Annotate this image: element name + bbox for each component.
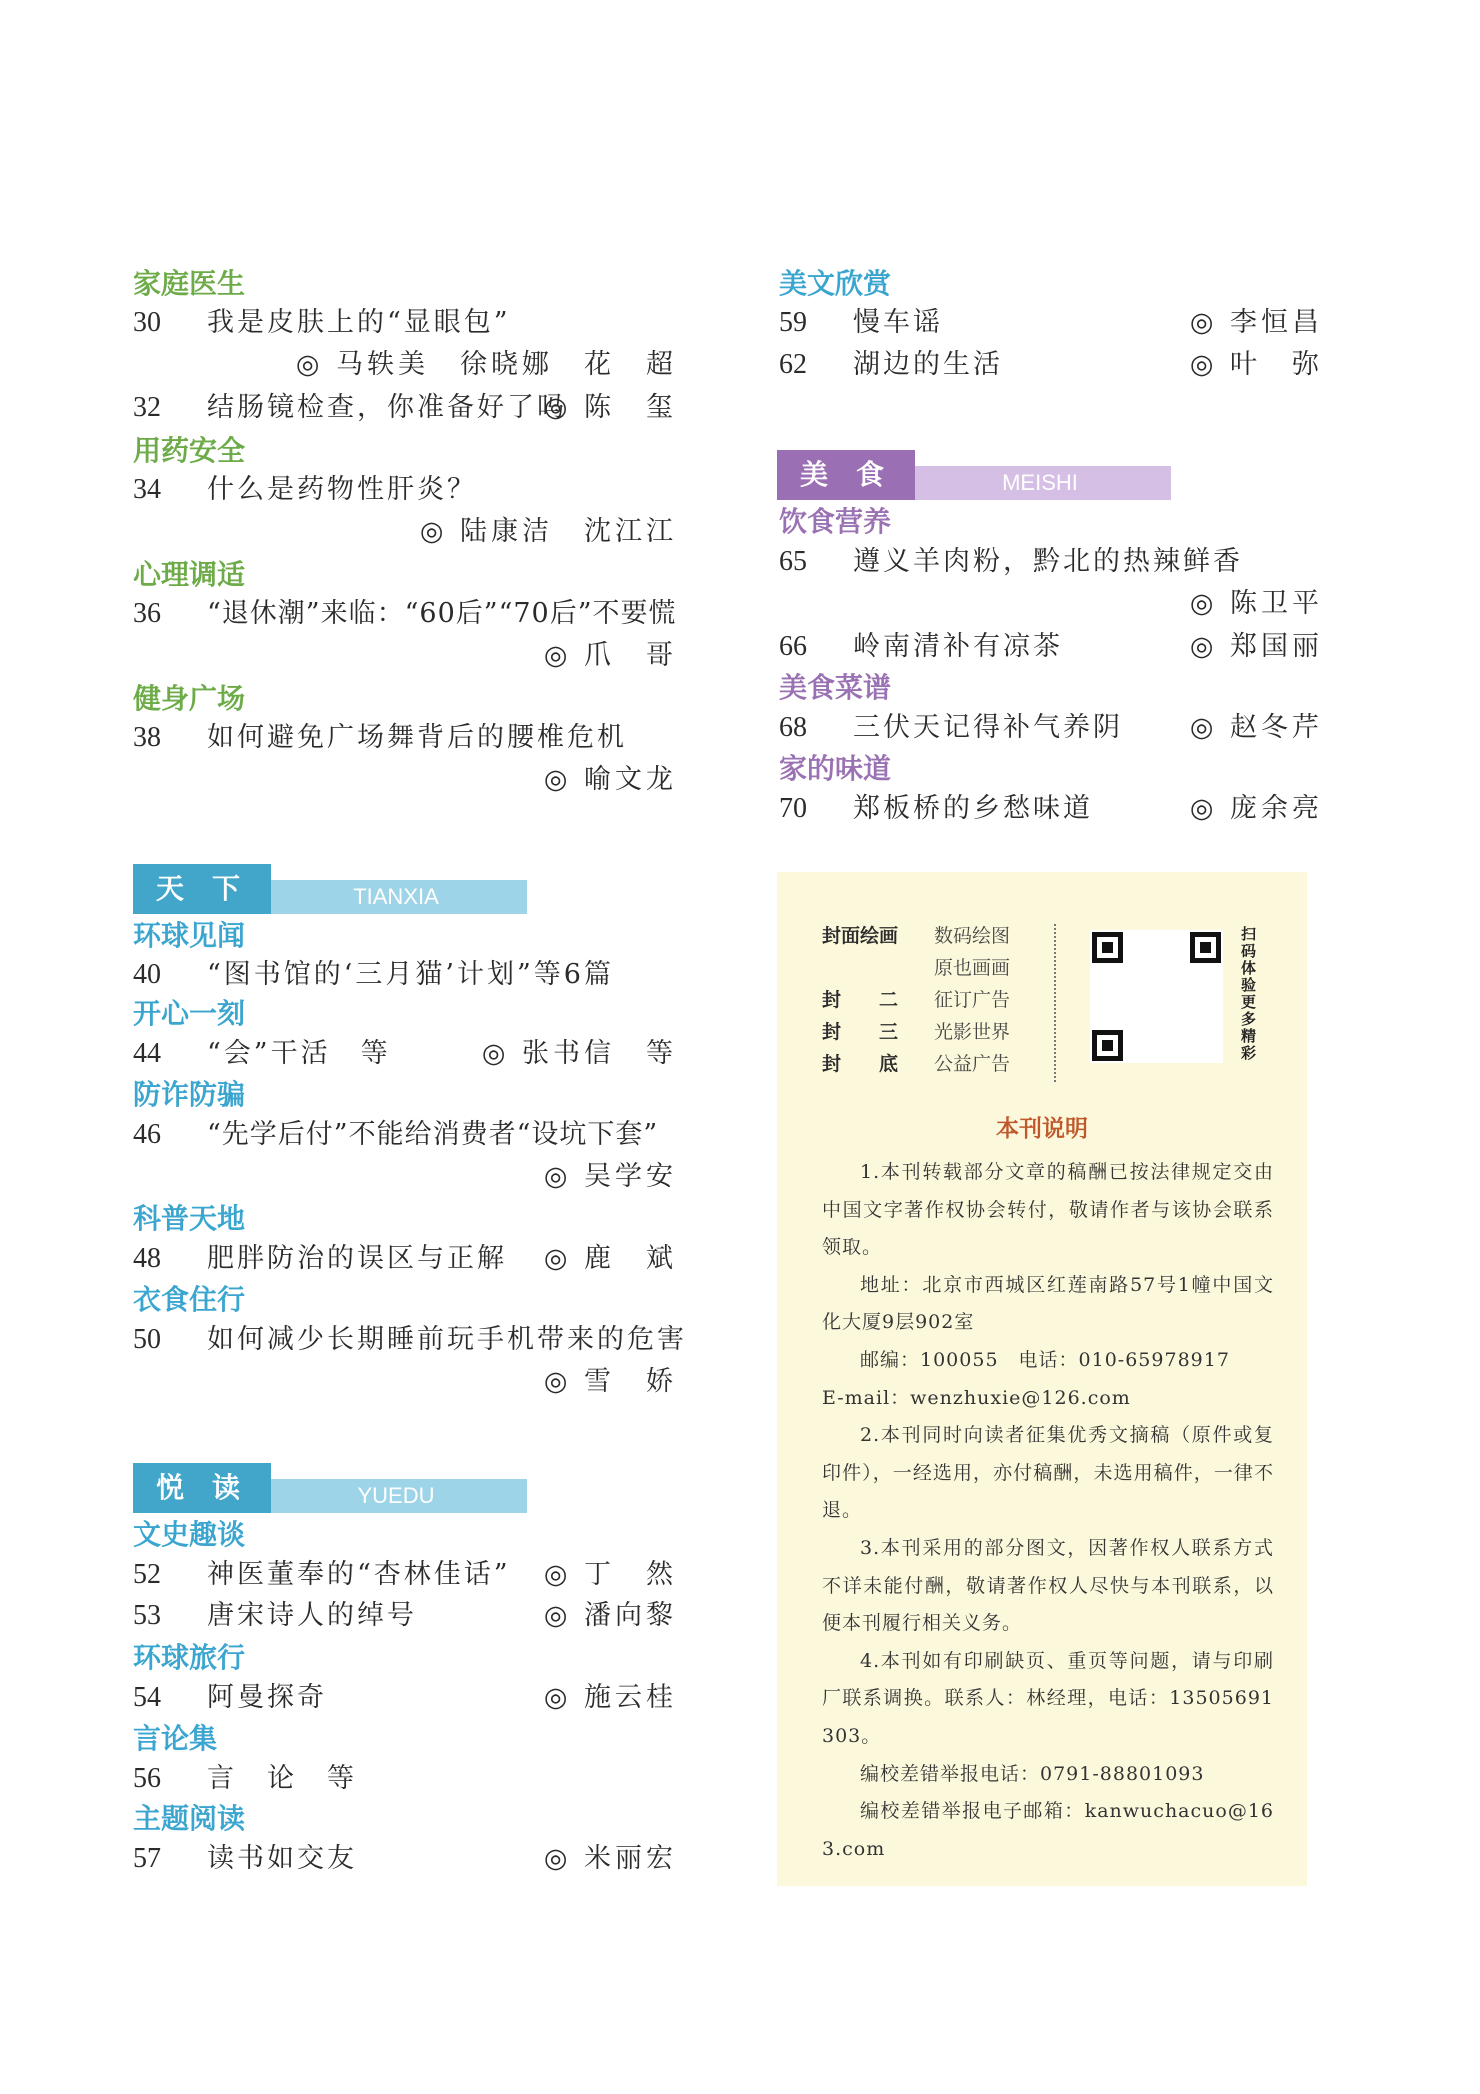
page-number: 59: [779, 307, 807, 338]
article-title: “会”干活 等: [207, 1038, 391, 1069]
category-title: 家庭医生: [133, 267, 246, 300]
toc-entry[interactable]: [133, 470, 677, 510]
toc-entry[interactable]: [133, 955, 677, 995]
toc-entry[interactable]: [779, 303, 1323, 343]
category-title: 美食菜谱: [779, 671, 892, 704]
article-author: ◎ 吴学安: [543, 1161, 677, 1192]
page-number: 52: [133, 1559, 161, 1590]
page-number: 57: [133, 1843, 161, 1874]
credit-key: 封 三: [822, 1021, 899, 1043]
section-banner-label: 美食: [777, 450, 915, 500]
notice-paragraph: 地址：北京市西城区红莲南路57号1幢中国文化大厦9层902室: [822, 1273, 1274, 1334]
credit-key: 封 二: [822, 989, 899, 1011]
toc-author-line: [133, 345, 677, 385]
credit-line: [822, 1048, 1010, 1080]
article-title: 结肠镜检查，你准备好了吗: [207, 392, 567, 423]
toc-author-line: [779, 584, 1323, 624]
article-title: 肥胖防治的误区与正解: [207, 1243, 507, 1274]
section-banner-label: 天下: [133, 864, 271, 914]
category-title: 家的味道: [779, 752, 892, 785]
toc-author-line: [133, 1362, 677, 1402]
category-title: 用药安全: [133, 434, 246, 467]
article-title: 郑板桥的乡愁味道: [853, 793, 1093, 824]
dotted-divider: [1054, 924, 1056, 1082]
qr-caption: 扫码体验更多精彩: [1241, 925, 1257, 1062]
toc-author-line: [133, 636, 677, 676]
category-title: 饮食营养: [779, 505, 892, 538]
article-title: 神医董奉的“杏林佳话”: [207, 1559, 511, 1590]
article-title: 遵义羊肉粉，黔北的热辣鲜香: [853, 546, 1243, 577]
article-title: 慢车谣: [853, 307, 943, 338]
section-banner-yuedu: [133, 1463, 527, 1513]
section-banner-pinyin: TIANXIA: [265, 880, 527, 914]
article-author: ◎ 丁 然: [543, 1559, 677, 1590]
category-title: 心理调适: [133, 558, 246, 591]
article-author: ◎ 陈卫平: [1189, 588, 1323, 619]
toc-entry[interactable]: [779, 627, 1323, 667]
article-author: ◎ 雪 娇: [543, 1366, 677, 1397]
category-title: 开心一刻: [133, 997, 246, 1030]
section-banner-label: 悦读: [133, 1463, 271, 1513]
article-title: 什么是药物性肝炎？: [207, 474, 477, 505]
credit-value: 征订广告: [934, 989, 1011, 1011]
credit-value: 数码绘图: [934, 925, 1011, 947]
page-number: 50: [133, 1324, 161, 1355]
category-title: 环球见闻: [133, 919, 246, 952]
page-number: 40: [133, 959, 161, 990]
article-title: 阿曼探奇: [207, 1682, 327, 1713]
article-title: 我是皮肤上的“显眼包”: [207, 307, 511, 338]
page-number: 46: [133, 1119, 161, 1150]
category-title: 环球旅行: [133, 1641, 246, 1674]
category-title: 美文欣赏: [779, 267, 892, 300]
credit-line: [822, 920, 1010, 952]
notice-paragraph: 1.本刊转载部分文章的稿酬已按法律规定交由中国文字著作权协会转付，敬请作者与该协会联系领取。: [822, 1161, 1274, 1259]
article-title: 岭南清补有凉茶: [853, 631, 1063, 662]
article-author: ◎ 陆康洁 沈江江: [419, 516, 677, 547]
notice-paragraph: 3.本刊采用的部分图文，因著作权人联系方式不详未能付酬，敬请著作权人尽快与本刊联系，以便本刊履行相关义务。: [822, 1536, 1274, 1635]
article-author: ◎ 赵冬芹: [1189, 712, 1323, 743]
notice-body: [822, 1154, 1274, 1868]
toc-entry[interactable]: [133, 1034, 677, 1074]
toc-entry[interactable]: [133, 1115, 677, 1155]
section-banner-tianxia: [133, 864, 527, 914]
page-number: 32: [133, 392, 161, 423]
toc-entry[interactable]: [133, 1555, 677, 1595]
article-author: ◎ 张书信 等: [481, 1038, 677, 1069]
article-author: ◎ 喻文龙: [543, 764, 677, 795]
credit-value: 原也画画: [934, 957, 1011, 979]
credit-value: 光影世界: [934, 1021, 1011, 1043]
toc-author-line: [133, 760, 677, 800]
section-banner-meishi: [777, 450, 1171, 500]
article-author: ◎ 郑国丽: [1189, 631, 1323, 662]
article-author: ◎ 庞余亮: [1189, 793, 1323, 824]
page-number: 70: [779, 793, 807, 824]
toc-entry[interactable]: [133, 594, 677, 634]
notice-paragraph: 4.本刊如有印刷缺页、重页等问题，请与印刷厂联系调换。联系人：林经理，电话：13505691303。: [822, 1649, 1274, 1747]
notice-title: 本刊说明: [996, 1116, 1088, 1142]
section-banner-pinyin: MEISHI: [909, 466, 1171, 500]
toc-author-line: [133, 1157, 677, 1197]
page-number: 65: [779, 546, 807, 577]
article-author: ◎ 米丽宏: [543, 1843, 677, 1874]
page-number: 30: [133, 307, 161, 338]
credit-key: 封 底: [822, 1053, 899, 1075]
page-number: 56: [133, 1763, 161, 1794]
toc-entry[interactable]: [779, 708, 1323, 748]
toc-author-line: [133, 512, 677, 552]
toc-entry[interactable]: [133, 1320, 687, 1360]
page-number: 66: [779, 631, 807, 662]
toc-entry[interactable]: [133, 303, 677, 343]
page-number: 53: [133, 1600, 161, 1631]
article-title: 如何避免广场舞背后的腰椎危机: [207, 722, 627, 753]
page-number: 38: [133, 722, 161, 753]
article-title: 唐宋诗人的绰号: [207, 1600, 417, 1631]
credit-line: [822, 984, 1010, 1016]
article-author: ◎ 爪 哥: [543, 640, 677, 671]
category-title: 言论集: [133, 1722, 218, 1755]
section-banner-pinyin: YUEDU: [265, 1479, 527, 1513]
category-title: 衣食住行: [133, 1283, 246, 1316]
article-title: 如何减少长期睡前玩手机带来的危害: [207, 1324, 687, 1355]
page-number: 48: [133, 1243, 161, 1274]
page-number: 44: [133, 1038, 161, 1069]
toc-entry[interactable]: [133, 1839, 677, 1879]
credit-value: 公益广告: [934, 1053, 1011, 1075]
credit-line: [822, 952, 1010, 984]
article-title: 言 论 等: [207, 1763, 357, 1794]
toc-entry[interactable]: [133, 388, 677, 428]
article-title: 三伏天记得补气养阴: [853, 712, 1123, 743]
toc-entry[interactable]: [133, 1239, 677, 1279]
notice-paragraph: 编校差错举报电子邮箱：kanwuchacuo@163.com: [822, 1800, 1274, 1860]
info-box: [777, 872, 1307, 1886]
notice-paragraph: 编校差错举报电话：0791-88801093: [860, 1762, 1205, 1785]
article-author: ◎ 鹿 斌: [543, 1243, 677, 1274]
toc-entry[interactable]: [779, 542, 1323, 582]
article-author: ◎ 潘向黎: [543, 1600, 677, 1631]
toc-entry[interactable]: [133, 1596, 677, 1636]
toc-entry[interactable]: [779, 345, 1323, 385]
page-number: 54: [133, 1682, 161, 1713]
article-title: “退休潮”来临：“60后”“70后”不要慌: [207, 598, 677, 629]
category-title: 科普天地: [133, 1202, 246, 1235]
article-author: ◎ 陈 玺: [543, 392, 677, 423]
toc-entry[interactable]: [133, 718, 677, 758]
credit-key: 封面绘画: [822, 925, 899, 947]
category-title: 防诈防骗: [133, 1078, 246, 1111]
notice-paragraph: 邮编：100055 电话：010-65978917: [860, 1348, 1230, 1371]
page-number: 34: [133, 474, 161, 505]
page-number: 62: [779, 349, 807, 380]
article-title: “图书馆的‘三月猫’计划”等6篇: [207, 959, 614, 990]
credit-line: [822, 1016, 1010, 1048]
article-title: 读书如交友: [207, 1843, 357, 1874]
category-title: 文史趣谈: [133, 1518, 246, 1551]
article-author: ◎ 叶 弥: [1189, 349, 1323, 380]
article-title: 湖边的生活: [853, 349, 1003, 380]
qr-code-icon[interactable]: [1090, 930, 1223, 1063]
category-title: 健身广场: [133, 682, 246, 715]
article-title: “先学后付”不能给消费者“设坑下套”: [207, 1119, 659, 1150]
page-number: 68: [779, 712, 807, 743]
toc-entry[interactable]: [779, 789, 1323, 829]
category-title: 主题阅读: [133, 1802, 246, 1835]
article-author: ◎ 李恒昌: [1189, 307, 1323, 338]
article-author: ◎ 施云桂: [543, 1682, 677, 1713]
notice-paragraph: 2.本刊同时向读者征集优秀文摘稿（原件或复印件），一经选用，亦付稿酬，未选用稿件，一律不退。: [822, 1424, 1274, 1522]
page-number: 36: [133, 598, 161, 629]
toc-entry[interactable]: [133, 1678, 677, 1718]
toc-entry[interactable]: [133, 1759, 677, 1799]
article-author: ◎ 马轶美 徐晓娜 花 超: [295, 349, 677, 380]
notice-email[interactable]: E-mail：wenzhuxie@126.com: [822, 1386, 1131, 1409]
